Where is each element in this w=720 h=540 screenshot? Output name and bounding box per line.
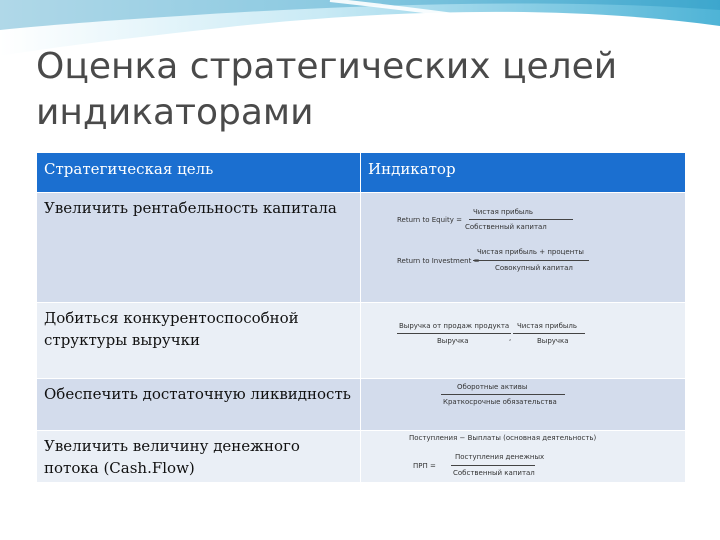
fraction-line <box>397 333 511 334</box>
goal-cell: Обеспечить достаточную ликвидность <box>37 379 361 431</box>
indicator-cell <box>361 303 686 379</box>
formula-denominator: Собственный капитал <box>465 223 547 231</box>
fraction-line <box>469 219 573 220</box>
formula-denominator: Выручка <box>537 337 569 345</box>
formula-lhs: Return to Equity = <box>397 216 462 224</box>
indicator-cell <box>361 431 686 483</box>
page-title-line-2: индикаторами <box>36 92 314 133</box>
indicator-cell <box>361 193 686 303</box>
header-goal: Стратегическая цель <box>37 153 361 193</box>
formula-denominator: Краткосрочные обязательства <box>443 398 557 406</box>
formula-numerator: Поступления денежных <box>455 453 545 461</box>
formula-numerator: Чистая прибыль + проценты <box>477 248 584 256</box>
goal-cell: Увеличить величину денежного потока (Cash.Flow) <box>37 431 361 483</box>
formula-denominator: Выручка <box>437 337 469 345</box>
goal-cell: Добиться конкурентоспособной структуры выручки <box>37 303 361 379</box>
formula-text: Поступления − Выплаты (основная деятельность) <box>409 434 597 442</box>
fraction-line <box>441 394 565 395</box>
fraction-line <box>473 260 589 261</box>
formula-lhs: ПРП = <box>413 462 436 470</box>
formula-denominator: Совокупный капитал <box>495 264 573 272</box>
fraction-line <box>451 465 535 466</box>
formula-separator: , <box>509 334 512 342</box>
goals-indicators-table <box>36 152 686 483</box>
table-row <box>37 431 686 483</box>
page-title-line-1: Оценка стратегических целей <box>36 46 618 87</box>
formula-numerator: Чистая прибыль <box>517 322 578 330</box>
formula-numerator: Оборотные активы <box>457 383 528 391</box>
page-title <box>36 44 696 136</box>
fraction-line <box>513 333 585 334</box>
table-row <box>37 193 686 303</box>
goal-cell: Увеличить рентабельность капитала <box>37 193 361 303</box>
formula-denominator: Собственный капитал <box>453 469 535 477</box>
header-indicator: Индикатор <box>361 153 686 193</box>
formula-lhs: Return to Investment = <box>397 257 480 265</box>
formula-numerator: Выручка от продаж продукта <box>399 322 510 330</box>
table-row <box>37 303 686 379</box>
table-header-row <box>37 153 686 193</box>
table-row <box>37 379 686 431</box>
formula-numerator: Чистая прибыль <box>473 208 534 216</box>
indicator-cell <box>361 379 686 431</box>
